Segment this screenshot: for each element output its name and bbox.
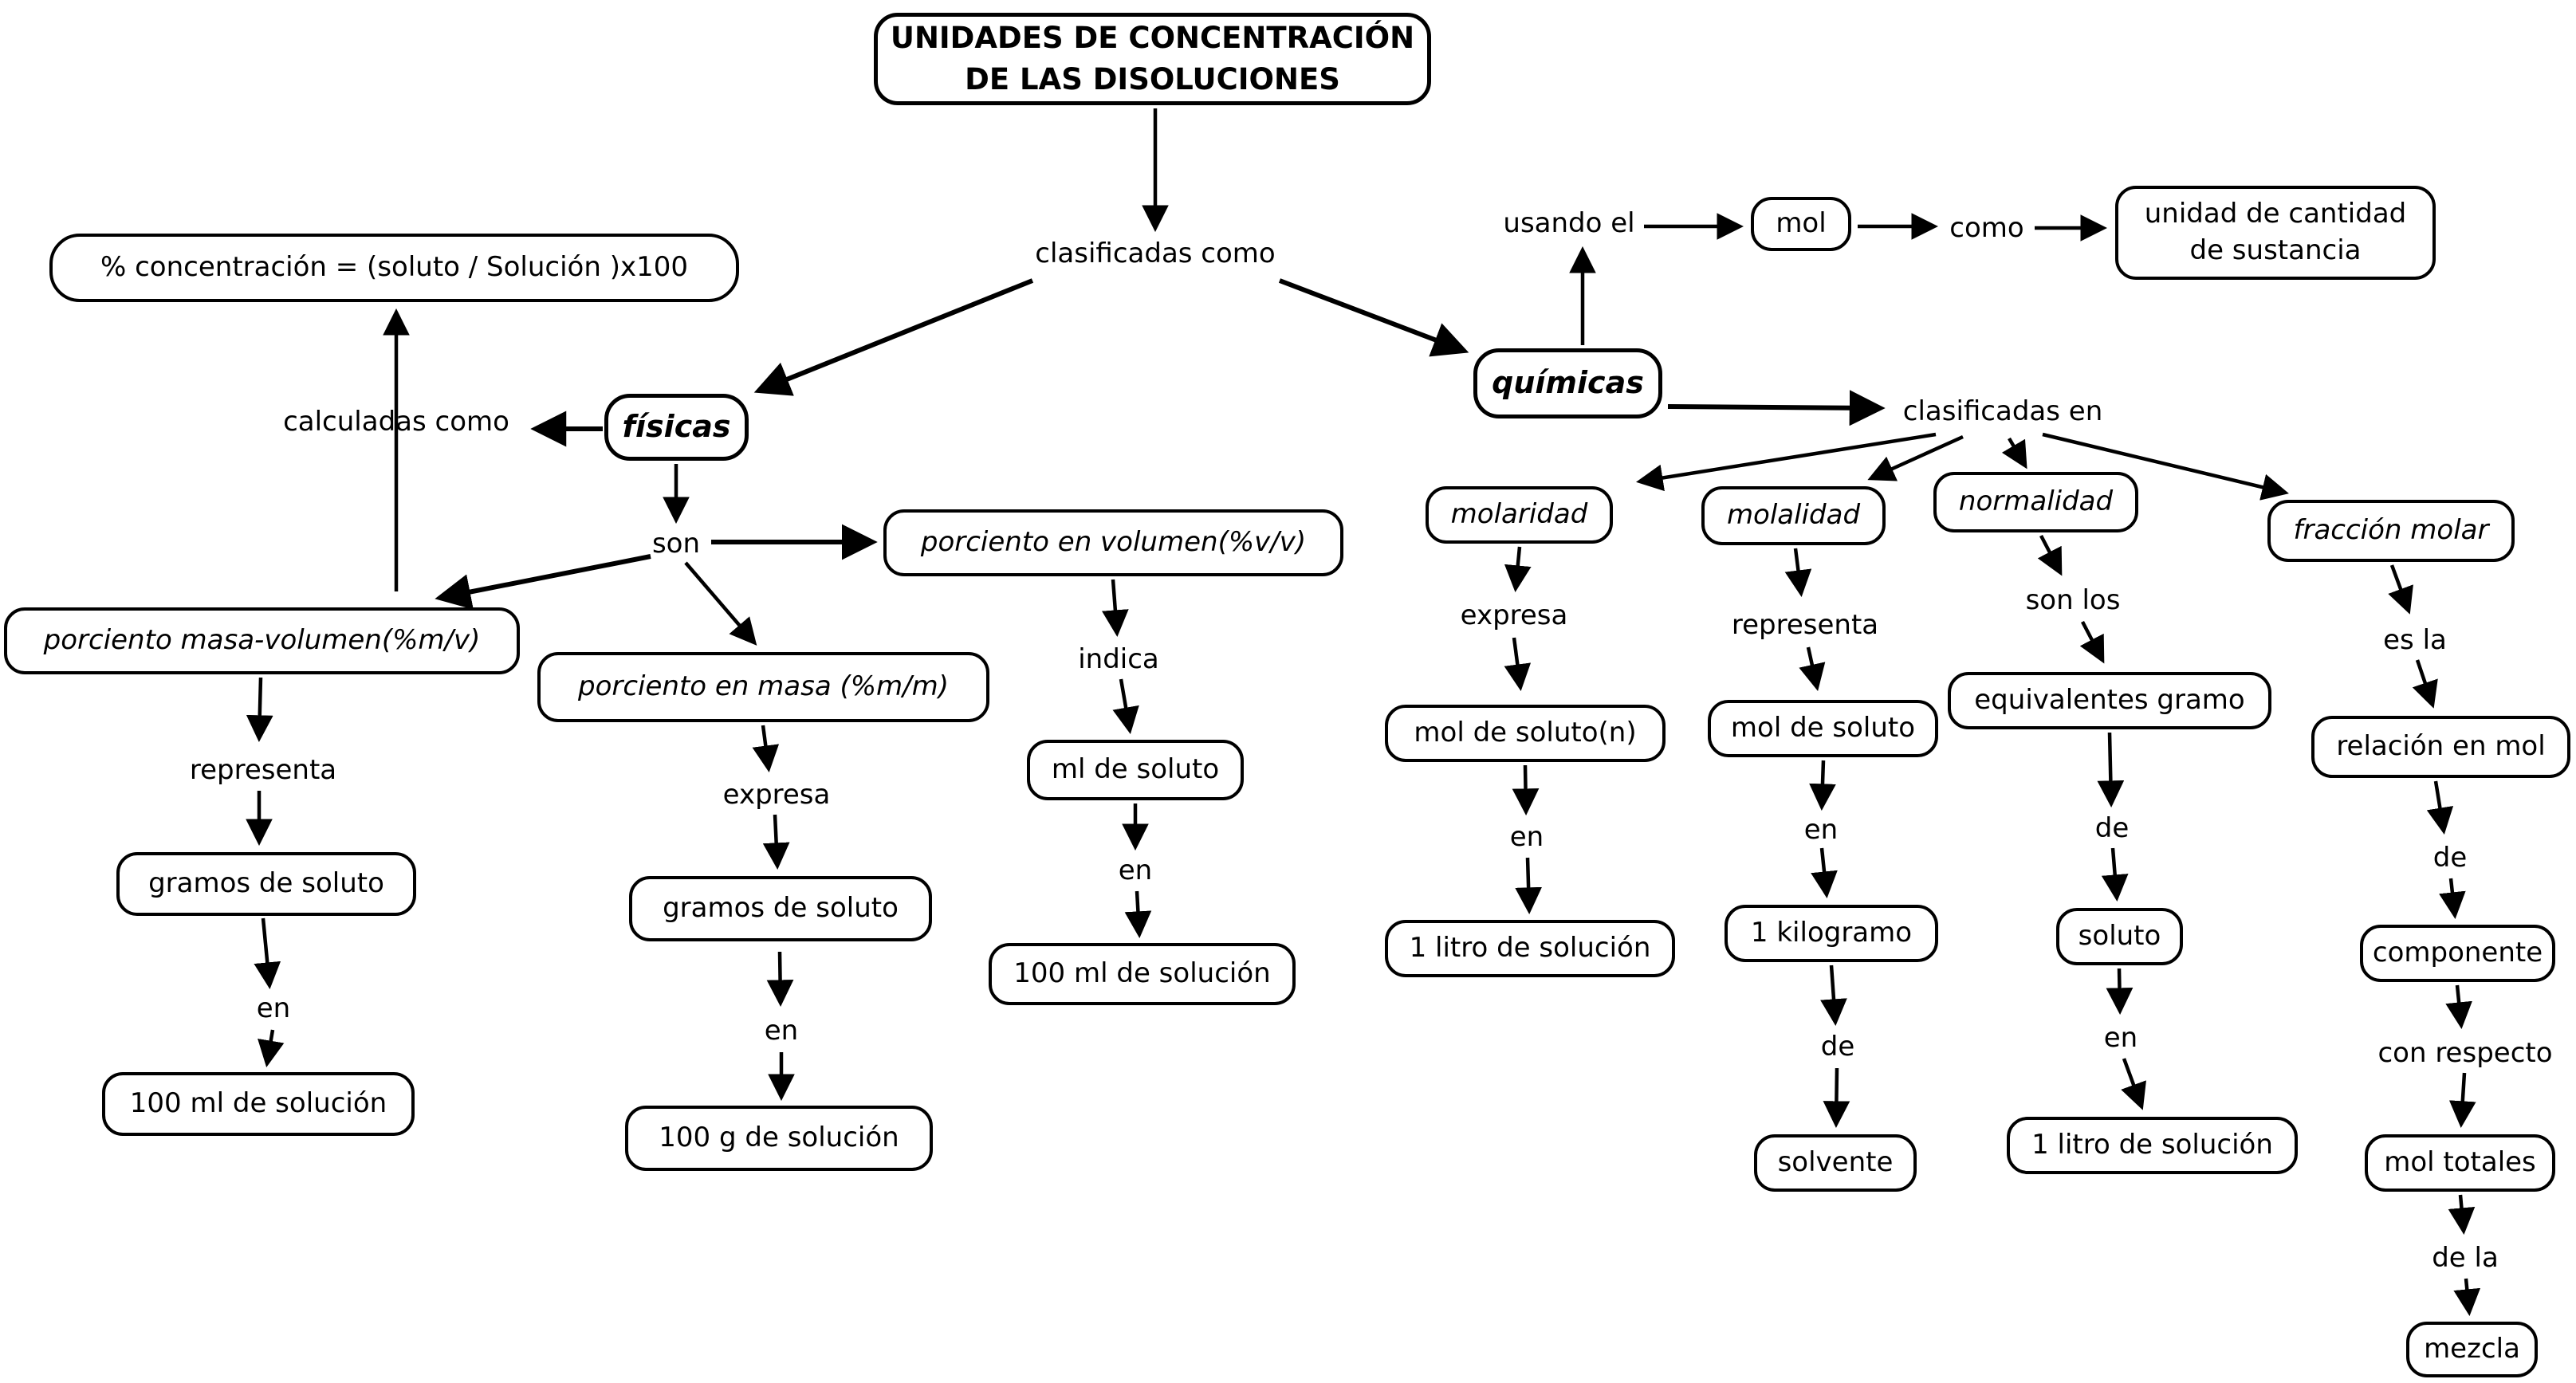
node-equivalentes-gramo: equivalentes gramo	[1948, 672, 2271, 729]
node-mol-totales: mol totales	[2365, 1134, 2555, 1192]
node-solvente: solvente	[1754, 1134, 1917, 1192]
link-de-la: de la	[2432, 1242, 2499, 1274]
link-de-fraccion: de	[2432, 842, 2468, 874]
node-mol-soluto-m: mol de soluto	[1708, 700, 1938, 757]
node-100ml-solucion-mv: 100 ml de solución	[102, 1072, 415, 1136]
link-en-mv: en	[256, 992, 291, 1024]
link-de-normalidad: de	[2094, 812, 2130, 844]
node-soluto: soluto	[2056, 908, 2183, 965]
link-expresa-mm: expresa	[722, 779, 831, 811]
node-1kilogramo: 1 kilogramo	[1725, 905, 1938, 962]
node-gramos-soluto-mm: gramos de soluto	[629, 876, 932, 941]
link-son-los: son los	[2025, 584, 2121, 616]
node-gramos-soluto-mv: gramos de soluto	[116, 852, 416, 916]
node-title: UNIDADES DE CONCENTRACIÓN DE LAS DISOLUCIONES	[874, 13, 1431, 105]
node-1litro-solucion-normalidad: 1 litro de solución	[2007, 1117, 2298, 1174]
node-relacion-en-mol: relación en mol	[2311, 716, 2570, 778]
link-calculadas-como: calculadas como	[283, 406, 509, 438]
link-clasificadas-en: clasificadas en	[1902, 395, 2103, 427]
link-en-molaridad: en	[1509, 821, 1544, 853]
node-ml-soluto: ml de soluto	[1027, 740, 1244, 800]
link-en-normalidad: en	[2103, 1022, 2138, 1054]
node-mezcla: mezcla	[2406, 1322, 2538, 1377]
node-normalidad: normalidad	[1933, 472, 2138, 532]
link-representa-molalidad: representa	[1731, 609, 1879, 641]
node-molalidad: molalidad	[1701, 486, 1886, 545]
link-indica: indica	[1078, 643, 1159, 675]
link-en-molalidad: en	[1803, 814, 1839, 846]
node-100ml-solucion-vv: 100 ml de solución	[989, 943, 1296, 1005]
node-fisicas: físicas	[604, 394, 749, 461]
link-usando-el: usando el	[1503, 207, 1635, 239]
node-fraccion-molar: fracción molar	[2267, 500, 2515, 562]
link-como: como	[1949, 212, 2024, 244]
link-son: son	[651, 528, 701, 560]
link-expresa-molaridad: expresa	[1460, 599, 1568, 631]
node-formula: % concentración = (soluto / Solución )x100	[49, 234, 739, 302]
node-100g-solucion: 100 g de solución	[625, 1106, 933, 1171]
link-en-vv: en	[1118, 855, 1153, 886]
node-mol-soluto-n: mol de soluto(n)	[1385, 705, 1666, 762]
node-porciento-volumen: porciento en volumen(%v/v)	[883, 509, 1343, 576]
node-mol: mol	[1751, 197, 1851, 251]
node-1litro-solucion-molaridad: 1 litro de solución	[1385, 920, 1675, 977]
link-con-respecto: con respecto	[2377, 1037, 2553, 1069]
node-porciento-masa: porciento en masa (%m/m)	[537, 652, 989, 722]
link-en-mm: en	[764, 1015, 799, 1047]
node-molaridad: molaridad	[1426, 486, 1613, 544]
link-representa-mv: representa	[189, 754, 337, 786]
node-quimicas: químicas	[1473, 348, 1662, 418]
node-componente: componente	[2360, 925, 2555, 982]
link-clasificadas-como: clasificadas como	[1035, 238, 1276, 269]
link-es-la: es la	[2383, 624, 2447, 656]
node-unidad-cantidad: unidad de cantidad de sustancia	[2115, 186, 2436, 280]
link-de-molalidad: de	[1820, 1031, 1855, 1063]
node-porciento-masa-volumen: porciento masa-volumen(%m/v)	[4, 607, 520, 674]
